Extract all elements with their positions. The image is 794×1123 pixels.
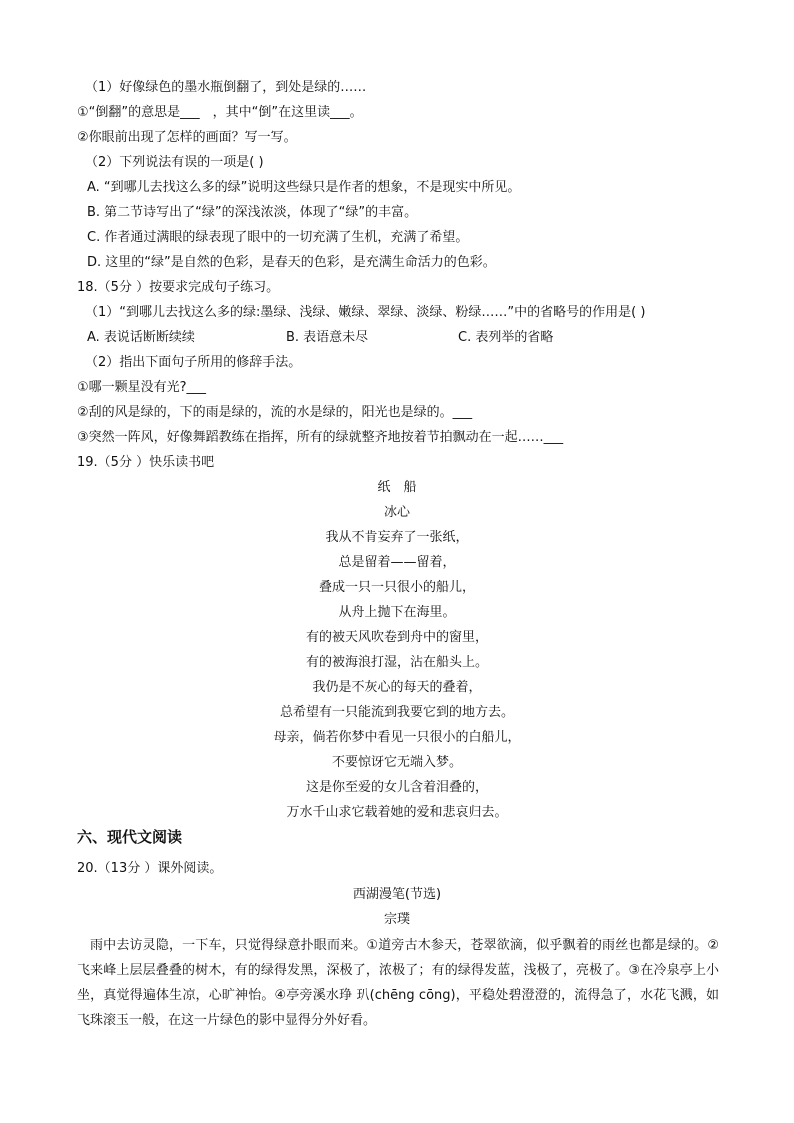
q17-part1-question-2: ②你眼前出现了怎样的画面？写一写。 (77, 130, 297, 145)
q18-part1: （1）“到哪儿去找这么多的绿:墨绿、浅绿、嫩绿、翠绿、淡绿、粉绿……”中的省略号的作用是( ) (85, 305, 646, 320)
q17-part1-question-1: ①“倒翻”的意思是___ ，其中“倒”在这里读___。 (77, 105, 363, 120)
article-paragraph: 雨中去访灵隐，一下车，只觉得绿意扑眼而来。①道旁古木参天，苍翠欲滴，似乎飘着的雨丝也都是绿的。②飞来峰上层层叠叠的树木，有的绿得发黑，深极了，浓极了；有的绿得发蓝，浅极了，亮极了。③在冷泉亭上小坐，真觉得遍体生凉，心旷神怡。④亭旁溪水琤 玐(chēng cōng)，平稳处碧澄澄的，流得急了，水花飞溅，如飞珠滚玉一般，在这一片绿色的影中显得分外好看。 (77, 938, 719, 1028)
poem-line: 有的被天风吹卷到舟中的窗里， (305, 630, 488, 645)
poem-line: 万水千山求它载着她的爱和悲哀归去。 (286, 805, 508, 820)
q20-header: 20.（13分 ）课外阅读。 (77, 861, 223, 876)
poem-line: 母亲，倘若你梦中看见一只很小的白船儿， (273, 730, 521, 745)
q19-header: 19.（5分 ）快乐读书吧 (77, 455, 215, 470)
article-author: 宗璞 (383, 912, 410, 927)
section-6-title: 六、现代文阅读 (77, 828, 183, 846)
q17-option-d: D. 这里的“绿”是自然的色彩，是春天的色彩，是充满生命活力的色彩。 (87, 255, 496, 270)
poem-line: 总是留着——留着， (338, 555, 456, 570)
q17-part1-title: （1）好像绿色的墨水瓶倒翻了，到处是绿的…… (85, 80, 367, 95)
poem-line: 总希望有一只能流到我要它到的地方去。 (279, 705, 514, 720)
poem-line: 从舟上抛下在海里。 (338, 605, 456, 620)
poem-line: 我仍是不灰心的每天的叠着， (312, 680, 482, 695)
q18-item-3: ③突然一阵风，好像舞蹈教练在指挥，所有的绿就整齐地按着节拍飘动在一起……___ (77, 430, 564, 445)
q17-option-a: A. “到哪儿去找这么多的绿”说明这些绿只是作者的想象，不是现实中所见。 (87, 180, 521, 195)
q18-header: 18.（5分 ）按要求完成句子练习。 (77, 280, 280, 295)
q17-option-b: B. 第二节诗写出了“绿”的深浅浓淡，体现了“绿”的丰富。 (87, 205, 418, 220)
q18-item-2: ②刮的风是绿的，下的雨是绿的，流的水是绿的，阳光也是绿的。___ (77, 405, 473, 420)
poem-line: 不要惊讶它无端入梦。 (331, 755, 462, 770)
poem-line: 这是你至爱的女儿含着泪叠的， (305, 780, 488, 795)
poem-title: 纸 船 (377, 480, 417, 495)
q17-option-c: C. 作者通过满眼的绿表现了眼中的一切充满了生机，充满了希望。 (87, 230, 469, 245)
q18-option-c: C. 表列举的省略 (458, 330, 554, 345)
q18-item-1: ①哪一颗星没有光?___ (77, 380, 207, 395)
q18-option-a: A. 表说话断断续续 (87, 330, 195, 345)
q17-part2-title: （2）下列说法有误的一项是( ) (85, 155, 264, 170)
poem-line: 我从不肯妄弃了一张纸， (325, 530, 469, 545)
article-title: 西湖漫笔(节选) (352, 887, 442, 902)
poem-line: 有的被海浪打湿，沾在船头上。 (305, 655, 488, 670)
poem-line: 叠成一只一只很小的船儿， (318, 580, 475, 595)
q18-part2: （2）指出下面句子所用的修辞手法。 (85, 355, 302, 370)
q18-option-b: B. 表语意未尽 (286, 330, 369, 345)
poem-author: 冰心 (383, 505, 410, 520)
